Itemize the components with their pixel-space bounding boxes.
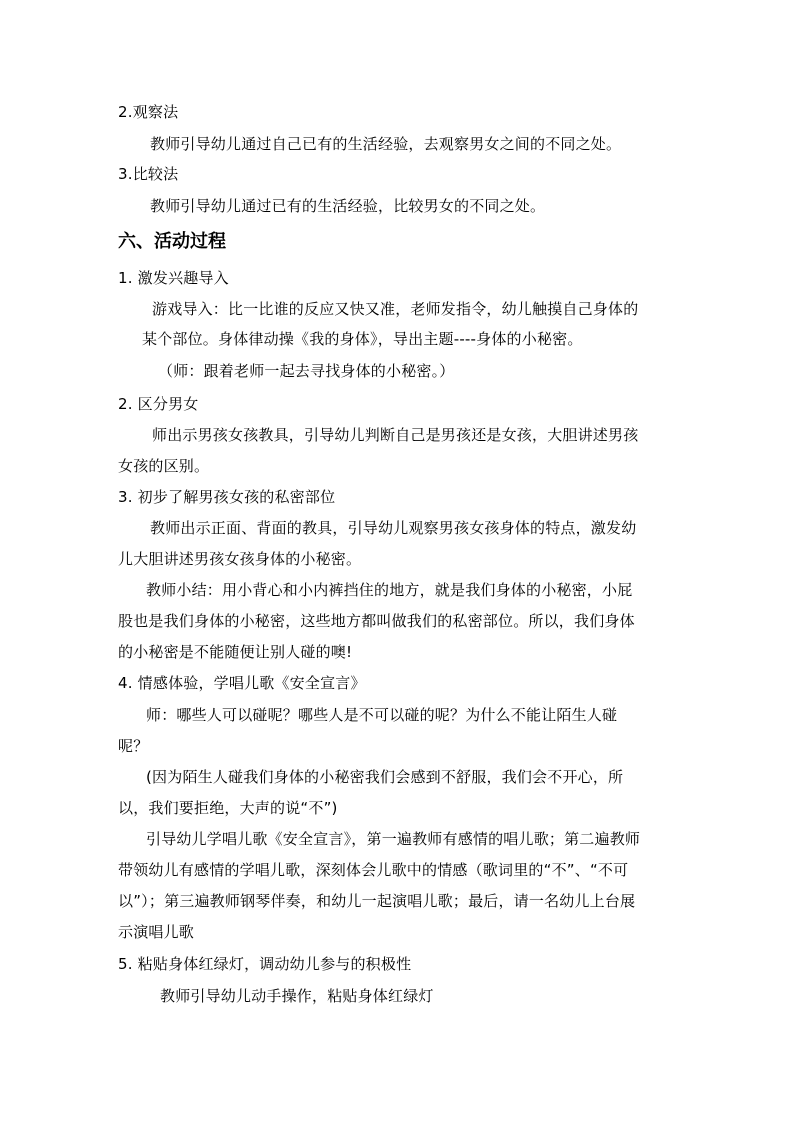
step-1-line: （师：跟着老师一起去寻找身体的小秘密。） [158,362,455,380]
step-2-line: 女孩的区别。 [118,457,210,475]
step-1-line: 某个部位。身体律动操《我的身体》，导出主题----身体的小秘密。 [142,330,583,348]
step-1-line: 游戏导入：比一比谁的反应又快又准，老师发指令，幼儿触摸自己身体的 [152,300,639,318]
step-4-line: 以，我们要拒绝，大声的说“不”) [118,799,338,817]
step-3-line: 股也是我们身体的小秘密，这些地方都叫做我们的私密部位。所以，我们身体 [118,612,635,630]
observation-method-text: 教师引导幼儿通过自己已有的生活经验，去观察男女之间的不同之处。 [150,135,622,153]
comparison-method-text: 教师引导幼儿通过已有的生活经验，比较男女的不同之处。 [150,197,546,215]
step-2-line: 师出示男孩女孩教具，引导幼儿判断自己是男孩还是女孩，大胆讲述男孩 [152,426,639,444]
observation-method-heading: 2.观察法 [118,103,179,121]
step-3-line: 的小秘密是不能随便让别人碰的噢! [118,643,353,661]
comparison-method-heading: 3.比较法 [118,165,179,183]
step-3-line: 教师小结：用小背心和小内裤挡住的地方，就是我们身体的小秘密，小屁 [146,581,633,599]
step-4-line: 示演唱儿歌 [118,923,195,941]
step-5-line: 教师引导幼儿动手操作，粘贴身体红绿灯 [160,987,434,1005]
step-4-line: (因为陌生人碰我们身体的小秘密我们会感到不舒服，我们会不开心，所 [146,768,624,786]
step-4-line: 引导幼儿学唱儿歌《安全宣言》，第一遍教师有感情的唱儿歌；第二遍教师 [146,830,641,848]
step-4-line: 呢？ [118,737,149,755]
step-4-line: 带领幼儿有感情的学唱儿歌，深刻体会儿歌中的情感（歌词里的“不”、“不可 [118,861,629,879]
step-2-heading: 2. 区分男女 [118,395,199,413]
step-4-heading: 4. 情感体验，学唱儿歌《安全宣言》 [118,674,366,692]
step-3-heading: 3. 初步了解男孩女孩的私密部位 [118,488,336,506]
step-3-line: 儿大胆讲述男孩女孩身体的小秘密。 [118,550,362,568]
step-4-line: 以”）；第三遍教师钢琴伴奏，和幼儿一起演唱儿歌；最后，请一名幼儿上台展 [118,892,636,910]
section-six-heading: 六、活动过程 [118,231,226,252]
step-1-heading: 1. 激发兴趣导入 [118,269,229,287]
step-5-heading: 5. 粘贴身体红绿灯，调动幼儿参与的积极性 [118,955,412,973]
step-3-line: 教师出示正面、背面的教具，引导幼儿观察男孩女孩身体的特点，激发幼 [150,519,637,537]
step-4-line: 师：哪些人可以碰呢？哪些人是不可以碰的呢？为什么不能让陌生人碰 [146,706,618,724]
